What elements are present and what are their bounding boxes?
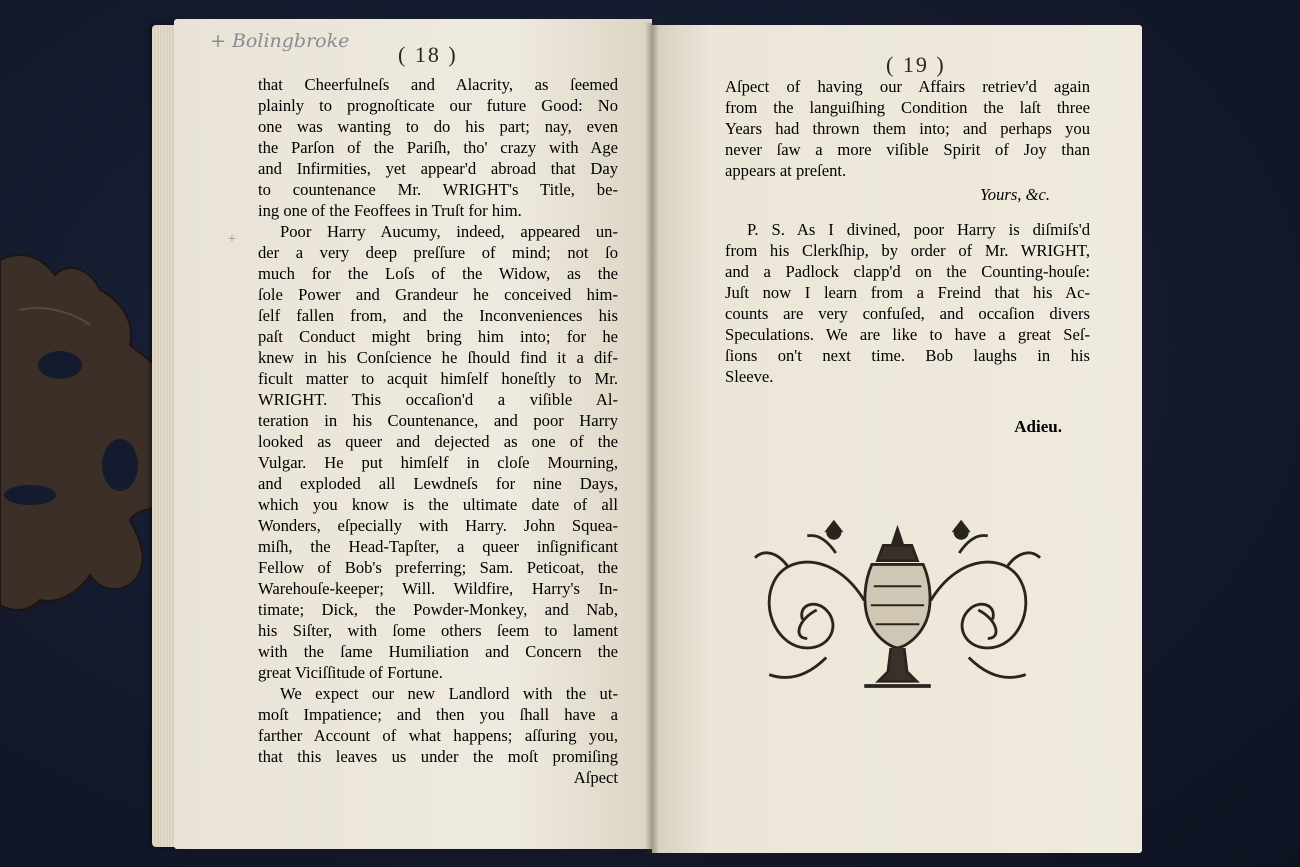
- text-line: Warehouſe-keeper; Will. Wildfire, Harry's In-: [258, 579, 618, 598]
- ps-line: Speculations. We are like to have a great Seſ-: [725, 325, 1090, 344]
- text-line: his Siſter, with ſome others ſeem to lament: [258, 621, 618, 640]
- ps-line: counts are very confuſed, and occaſion divers: [725, 304, 1090, 323]
- text-line: Vulgar. He put himſelf in cloſe Mourning,: [258, 453, 618, 472]
- text-line: with the ſame Humiliation and Concern the: [258, 642, 618, 661]
- text-line: timate; Dick, the Powder-Monkey, and Nab,: [258, 600, 618, 619]
- text-line: moſt Impatience; and then you ſhall have a: [258, 705, 618, 724]
- text-line: never ſaw a more viſible Spirit of Joy than: [725, 140, 1090, 159]
- text-line: ing one of the Feoffees in Truſt for him.: [258, 201, 522, 220]
- ps-line: from his Clerkſhip, by order of Mr. WRIGHT,: [725, 241, 1090, 260]
- text-line: knew in his Conſcience he ſhould find it a dif-: [258, 348, 618, 367]
- text-line: paſt Conduct might bring him into; for he: [258, 327, 618, 346]
- text-line: that Cheerfulneſs and Alacrity, as ſeemed: [258, 75, 618, 94]
- text-line: much for the Loſs of the Widow, as the: [258, 264, 618, 283]
- spacer: [725, 206, 1090, 219]
- ps-line: ſions on't next time. Bob laughs in his: [725, 346, 1090, 365]
- ps-line: P. S. As I divined, poor Harry is diſmiſs'd: [747, 220, 1090, 239]
- ps-line: and a Padlock clapp'd on the Counting-houſe:: [725, 262, 1090, 281]
- text-line: from the languiſhing Condition the laſt three: [725, 98, 1090, 117]
- text-line: Aſpect of having our Affairs retriev'd again: [725, 77, 1090, 96]
- text-line: appears at preſent.: [725, 161, 847, 180]
- text-line: ficult matter to acquit himſelf honeſtly to Mr.: [258, 369, 618, 388]
- text-line: farther Account of what happens; aſſuring you,: [258, 726, 618, 745]
- text-line: and exploded all Lewdneſs for nine Days,: [258, 474, 618, 493]
- right-page-text: [725, 76, 1090, 437]
- left-page-text: [258, 74, 618, 788]
- text-line: great Viciſſitude of Fortune.: [258, 663, 443, 682]
- signoff: Yours, &c.: [980, 185, 1050, 204]
- text-line: which you know is the ultimate date of all: [258, 495, 618, 514]
- ps-line: Sleeve.: [725, 367, 774, 386]
- text-line: Poor Harry Aucumy, indeed, appeared un-: [280, 222, 618, 241]
- margin-mark: +: [228, 232, 236, 247]
- text-line: one was wanting to do his part; nay, even: [258, 117, 618, 136]
- text-line: ſole Power and Grandeur he conceived him-: [258, 285, 618, 304]
- urn-ornament: [745, 515, 1050, 705]
- page-number-right: ( 19 ): [886, 52, 946, 77]
- text-line: teration in his Countenance, and poor Harry: [258, 411, 618, 430]
- text-line: der a very deep preſſure of mind; not ſo: [258, 243, 618, 262]
- text-line: that this leaves us under the moſt promiſing: [258, 747, 618, 766]
- text-line: Wonders, eſpecially with Harry. John Squea-: [258, 516, 618, 535]
- text-line: WRIGHT. This occaſion'd a viſible Al-: [258, 390, 618, 409]
- text-line: miſh, the Head-Tapſter, a queer inſignificant: [258, 537, 618, 556]
- book-gutter: [645, 23, 659, 853]
- text-line: and Infirmities, yet appear'd abroad that Day: [258, 159, 618, 178]
- page-number-left: ( 18 ): [398, 42, 458, 67]
- ps-line: Juſt now I learn from a Freind that his Ac-: [725, 283, 1090, 302]
- text-line: ſelf fallen from, and the Inconveniences his: [258, 306, 618, 325]
- text-line: We expect our new Landlord with the ut-: [280, 684, 618, 703]
- text-line: the Parſon of the Pariſh, tho' crazy with Age: [258, 138, 618, 157]
- closing: Adieu.: [1014, 417, 1062, 436]
- text-line: Fellow of Bob's preferring; Sam. Peticoat, the: [258, 558, 618, 577]
- text-line: looked as queer and dejected as one of the: [258, 432, 618, 451]
- pencil-annotation: + Bolingbroke: [210, 30, 350, 52]
- catchword: Aſpect: [573, 768, 618, 787]
- text-line: Years had thrown them into; and perhaps you: [725, 119, 1090, 138]
- text-line: to countenance Mr. WRIGHT's Title, be-: [258, 180, 618, 199]
- text-line: plainly to prognoſticate our future Good: No: [258, 96, 618, 115]
